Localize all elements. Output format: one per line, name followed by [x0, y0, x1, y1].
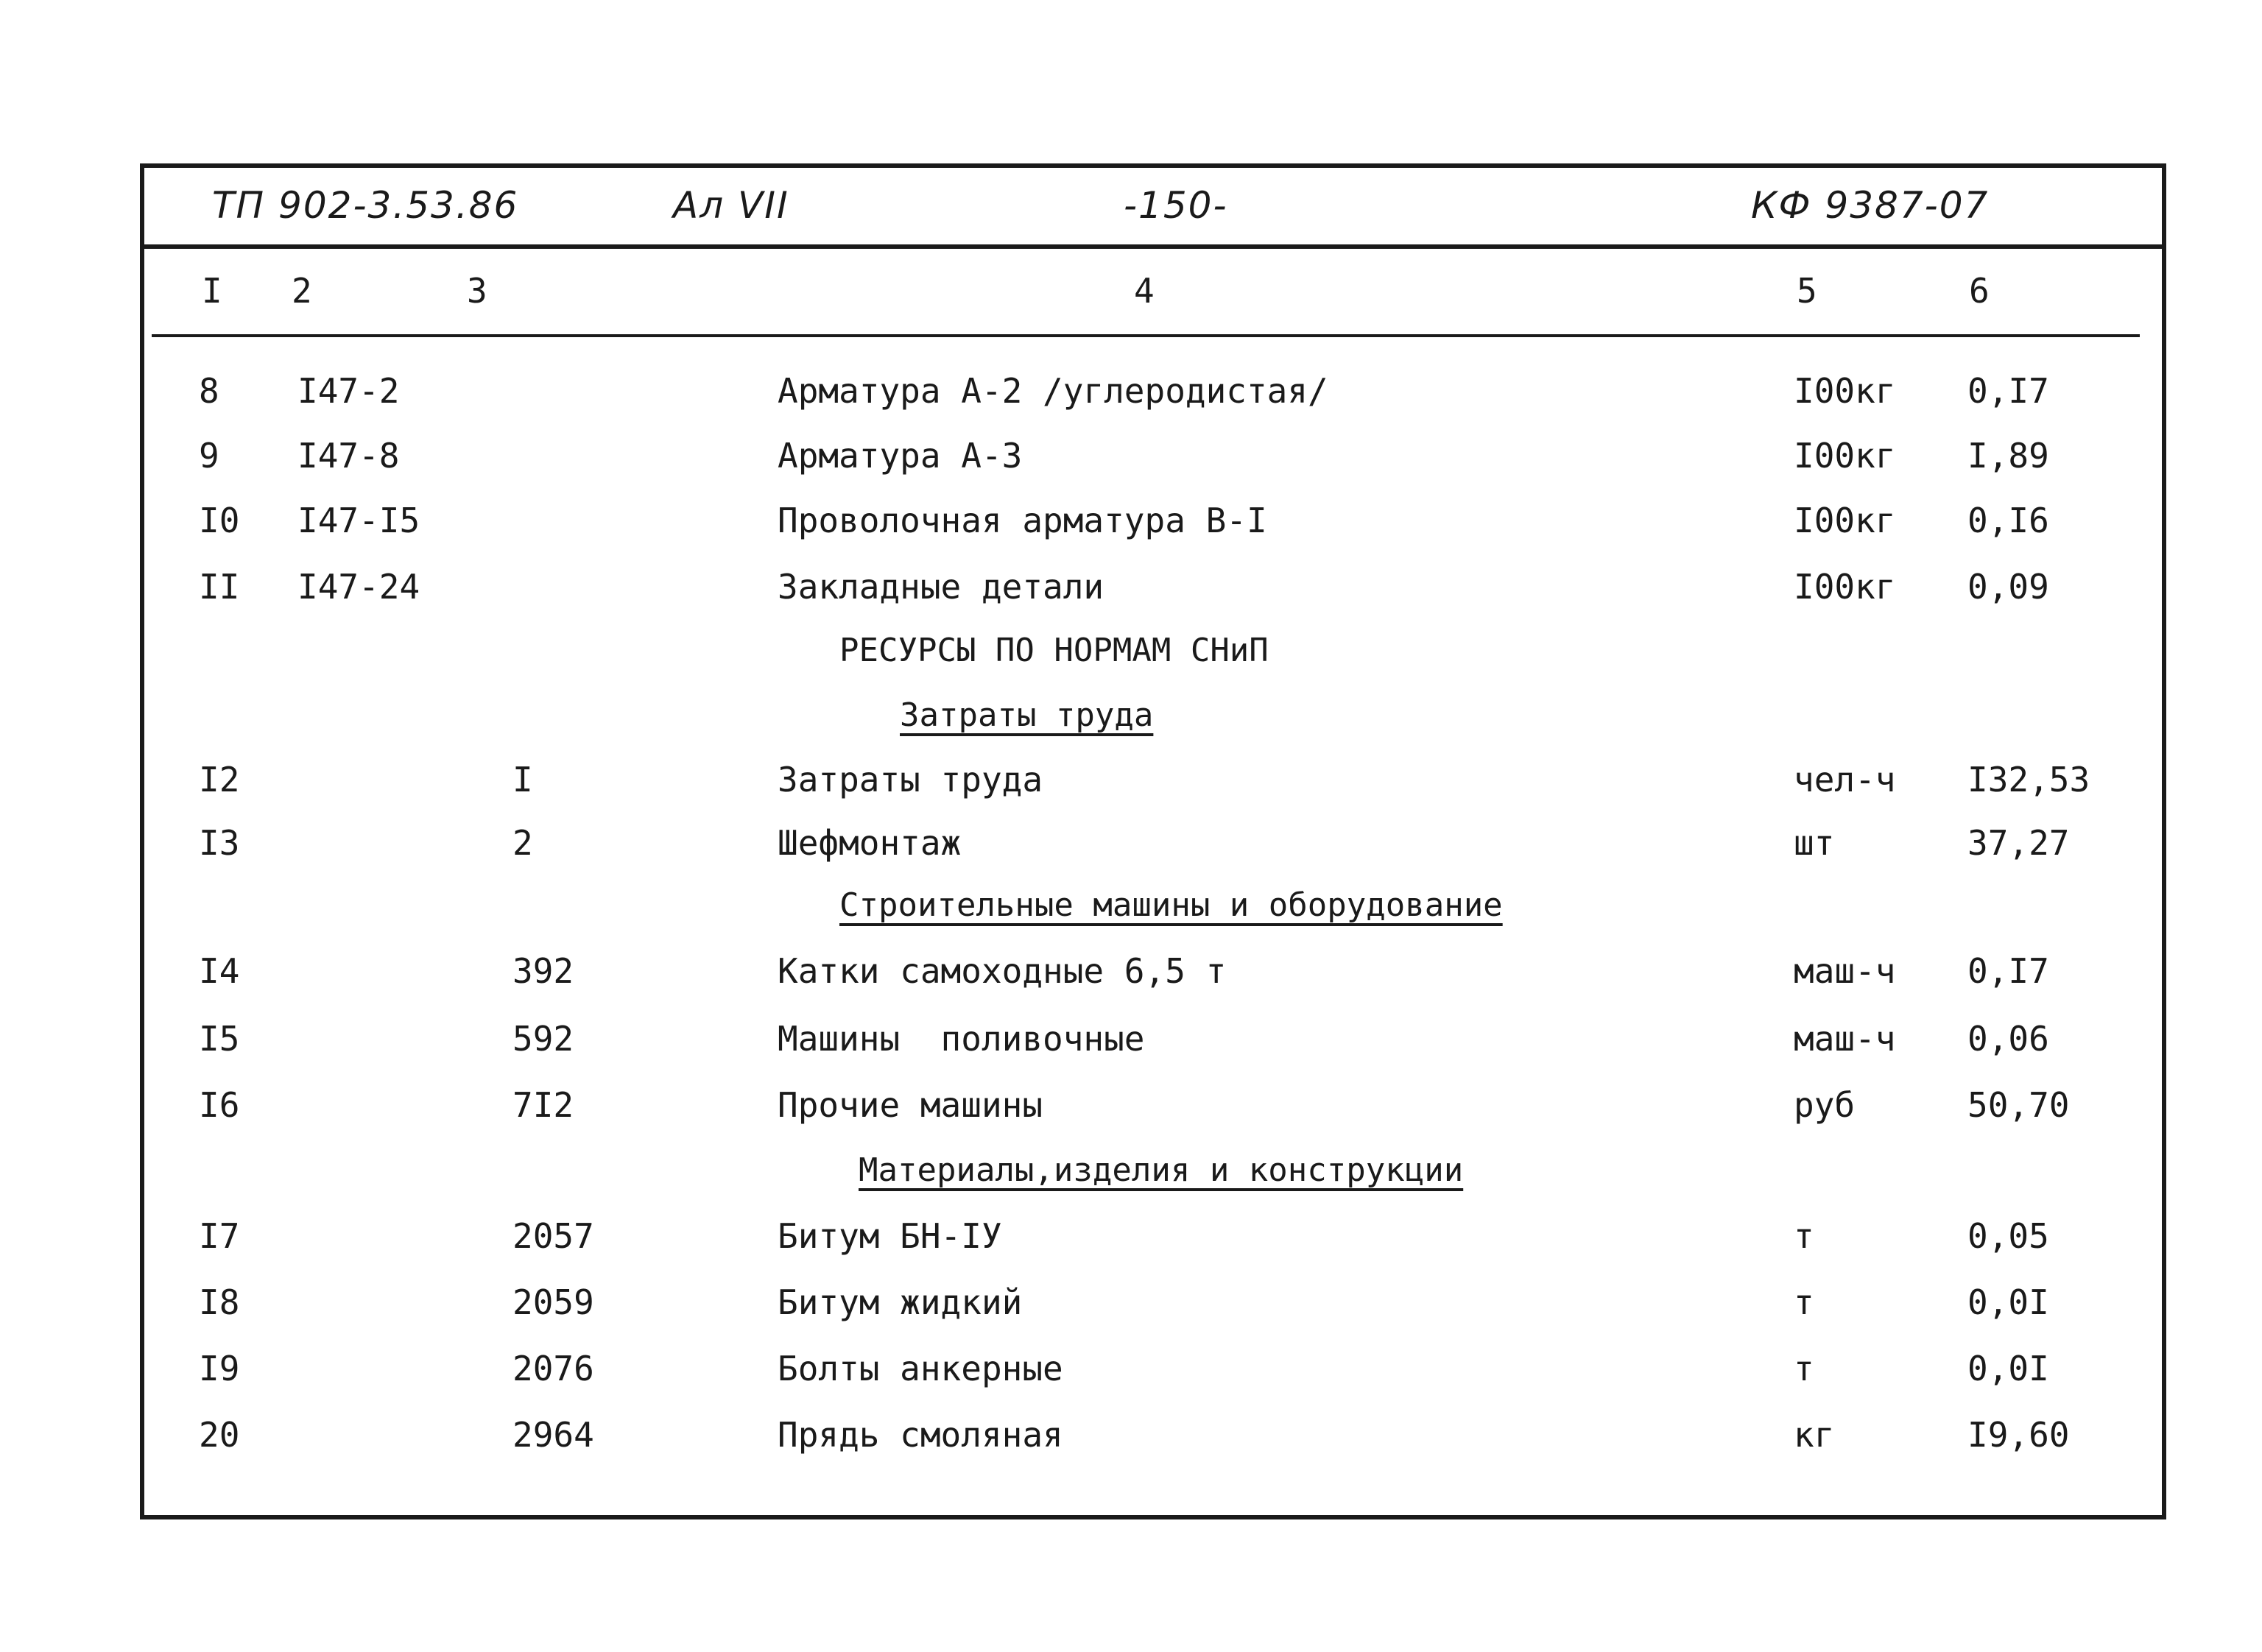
table-row: [144, 436, 2162, 480]
row-quantity: I32,53: [1967, 760, 2090, 799]
row-unit: т: [1794, 1349, 1814, 1388]
table-row: [144, 1415, 2162, 1459]
row-number: I8: [199, 1282, 240, 1322]
row-quantity: 37,27: [1967, 823, 2070, 863]
row-unit: шт: [1794, 823, 1835, 863]
table-row: [144, 1085, 2162, 1129]
sheet-code: КФ 9387-07: [1751, 184, 1990, 227]
row-reference: I: [512, 760, 533, 799]
row-reference: 592: [512, 1019, 574, 1059]
project-code: ТП 902-3.53.86: [212, 184, 519, 227]
row-name: Машины поливочные: [778, 1019, 1145, 1059]
row-number: I3: [199, 823, 240, 863]
row-unit: чел-ч: [1794, 760, 1896, 799]
table-row: [144, 501, 2162, 545]
row-quantity: 0,05: [1967, 1216, 2049, 1256]
column-header-1: I: [202, 271, 222, 311]
row-unit: т: [1794, 1216, 1814, 1256]
row-number: I5: [199, 1019, 240, 1059]
row-unit: маш-ч: [1794, 951, 1896, 991]
title-stamp: [144, 168, 2162, 249]
row-name: Прочие машины: [778, 1085, 1043, 1125]
resources-title: РЕСУРСЫ ПО НОРМАМ СНиП: [839, 632, 1269, 669]
row-reference: 2964: [512, 1415, 594, 1455]
row-quantity: 0,I7: [1967, 371, 2049, 411]
row-unit: т: [1794, 1282, 1814, 1322]
table-row: [144, 1019, 2162, 1063]
row-name: Прядь смоляная: [778, 1415, 1063, 1455]
row-unit: I00кг: [1794, 436, 1896, 476]
row-quantity: I,89: [1967, 436, 2049, 476]
row-name: Болты анкерные: [778, 1349, 1063, 1388]
column-header-4: 4: [1134, 271, 1155, 311]
row-code: I47-8: [297, 436, 400, 476]
row-number: 9: [199, 436, 219, 476]
table-row: [144, 760, 2162, 804]
album-number: Ал VII: [673, 184, 789, 227]
section-title-machines: Строительные машины и оборудование: [839, 886, 1503, 924]
table-row: [144, 371, 2162, 415]
row-quantity: 0,I6: [1967, 501, 2049, 540]
row-quantity: 0,I7: [1967, 951, 2049, 991]
row-name: Битум БН-IУ: [778, 1216, 1002, 1256]
row-quantity: 0,0I: [1967, 1349, 2049, 1388]
row-number: I9: [199, 1349, 240, 1388]
row-code: I47-I5: [297, 501, 420, 540]
row-code: I47-2: [297, 371, 400, 411]
row-unit: кг: [1794, 1415, 1835, 1455]
row-name: Проволочная арматура В-I: [778, 501, 1267, 540]
row-number: 8: [199, 371, 219, 411]
row-name: Арматура А-2 /углеродистая/: [778, 371, 1328, 411]
row-unit: I00кг: [1794, 371, 1896, 411]
row-number: I6: [199, 1085, 240, 1125]
page-number: -150-: [1124, 184, 1228, 227]
section-title-labor: Затраты труда: [900, 696, 1154, 734]
row-number: I4: [199, 951, 240, 991]
row-code: I47-24: [297, 567, 420, 607]
row-quantity: 0,06: [1967, 1019, 2049, 1059]
row-quantity: I9,60: [1967, 1415, 2070, 1455]
header-rule: [152, 334, 2140, 337]
row-unit: руб: [1794, 1085, 1856, 1125]
document-sheet: [140, 163, 2166, 1519]
row-name: Затраты труда: [778, 760, 1043, 799]
row-number: I0: [199, 501, 240, 540]
row-reference: 2: [512, 823, 533, 863]
row-number: 20: [199, 1415, 240, 1455]
row-name: Шефмонтаж: [778, 823, 962, 863]
column-header-3: 3: [467, 271, 487, 311]
column-header-2: 2: [292, 271, 312, 311]
row-reference: 2057: [512, 1216, 594, 1256]
column-header-5: 5: [1797, 271, 1817, 311]
row-number: II: [199, 567, 240, 607]
row-unit: маш-ч: [1794, 1019, 1896, 1059]
row-name: Битум жидкий: [778, 1282, 1023, 1322]
table-row: [144, 1282, 2162, 1327]
row-name: Арматура А-3: [778, 436, 1023, 476]
row-quantity: 50,70: [1967, 1085, 2070, 1125]
table-row: [144, 1216, 2162, 1260]
section-title-materials: Материалы,изделия и конструкции: [859, 1151, 1464, 1189]
row-reference: 392: [512, 951, 574, 991]
row-quantity: 0,0I: [1967, 1282, 2049, 1322]
row-reference: 2059: [512, 1282, 594, 1322]
row-name: Катки самоходные 6,5 т: [778, 951, 1227, 991]
row-reference: 2076: [512, 1349, 594, 1388]
row-number: I2: [199, 760, 240, 799]
row-quantity: 0,09: [1967, 567, 2049, 607]
table-row: [144, 951, 2162, 995]
row-reference: 7I2: [512, 1085, 574, 1125]
table-row: [144, 1349, 2162, 1393]
table-row: [144, 567, 2162, 611]
table-row: [144, 823, 2162, 867]
column-header-6: 6: [1969, 271, 1990, 311]
row-unit: I00кг: [1794, 567, 1896, 607]
row-name: Закладные детали: [778, 567, 1104, 607]
row-unit: I00кг: [1794, 501, 1896, 540]
row-number: I7: [199, 1216, 240, 1256]
